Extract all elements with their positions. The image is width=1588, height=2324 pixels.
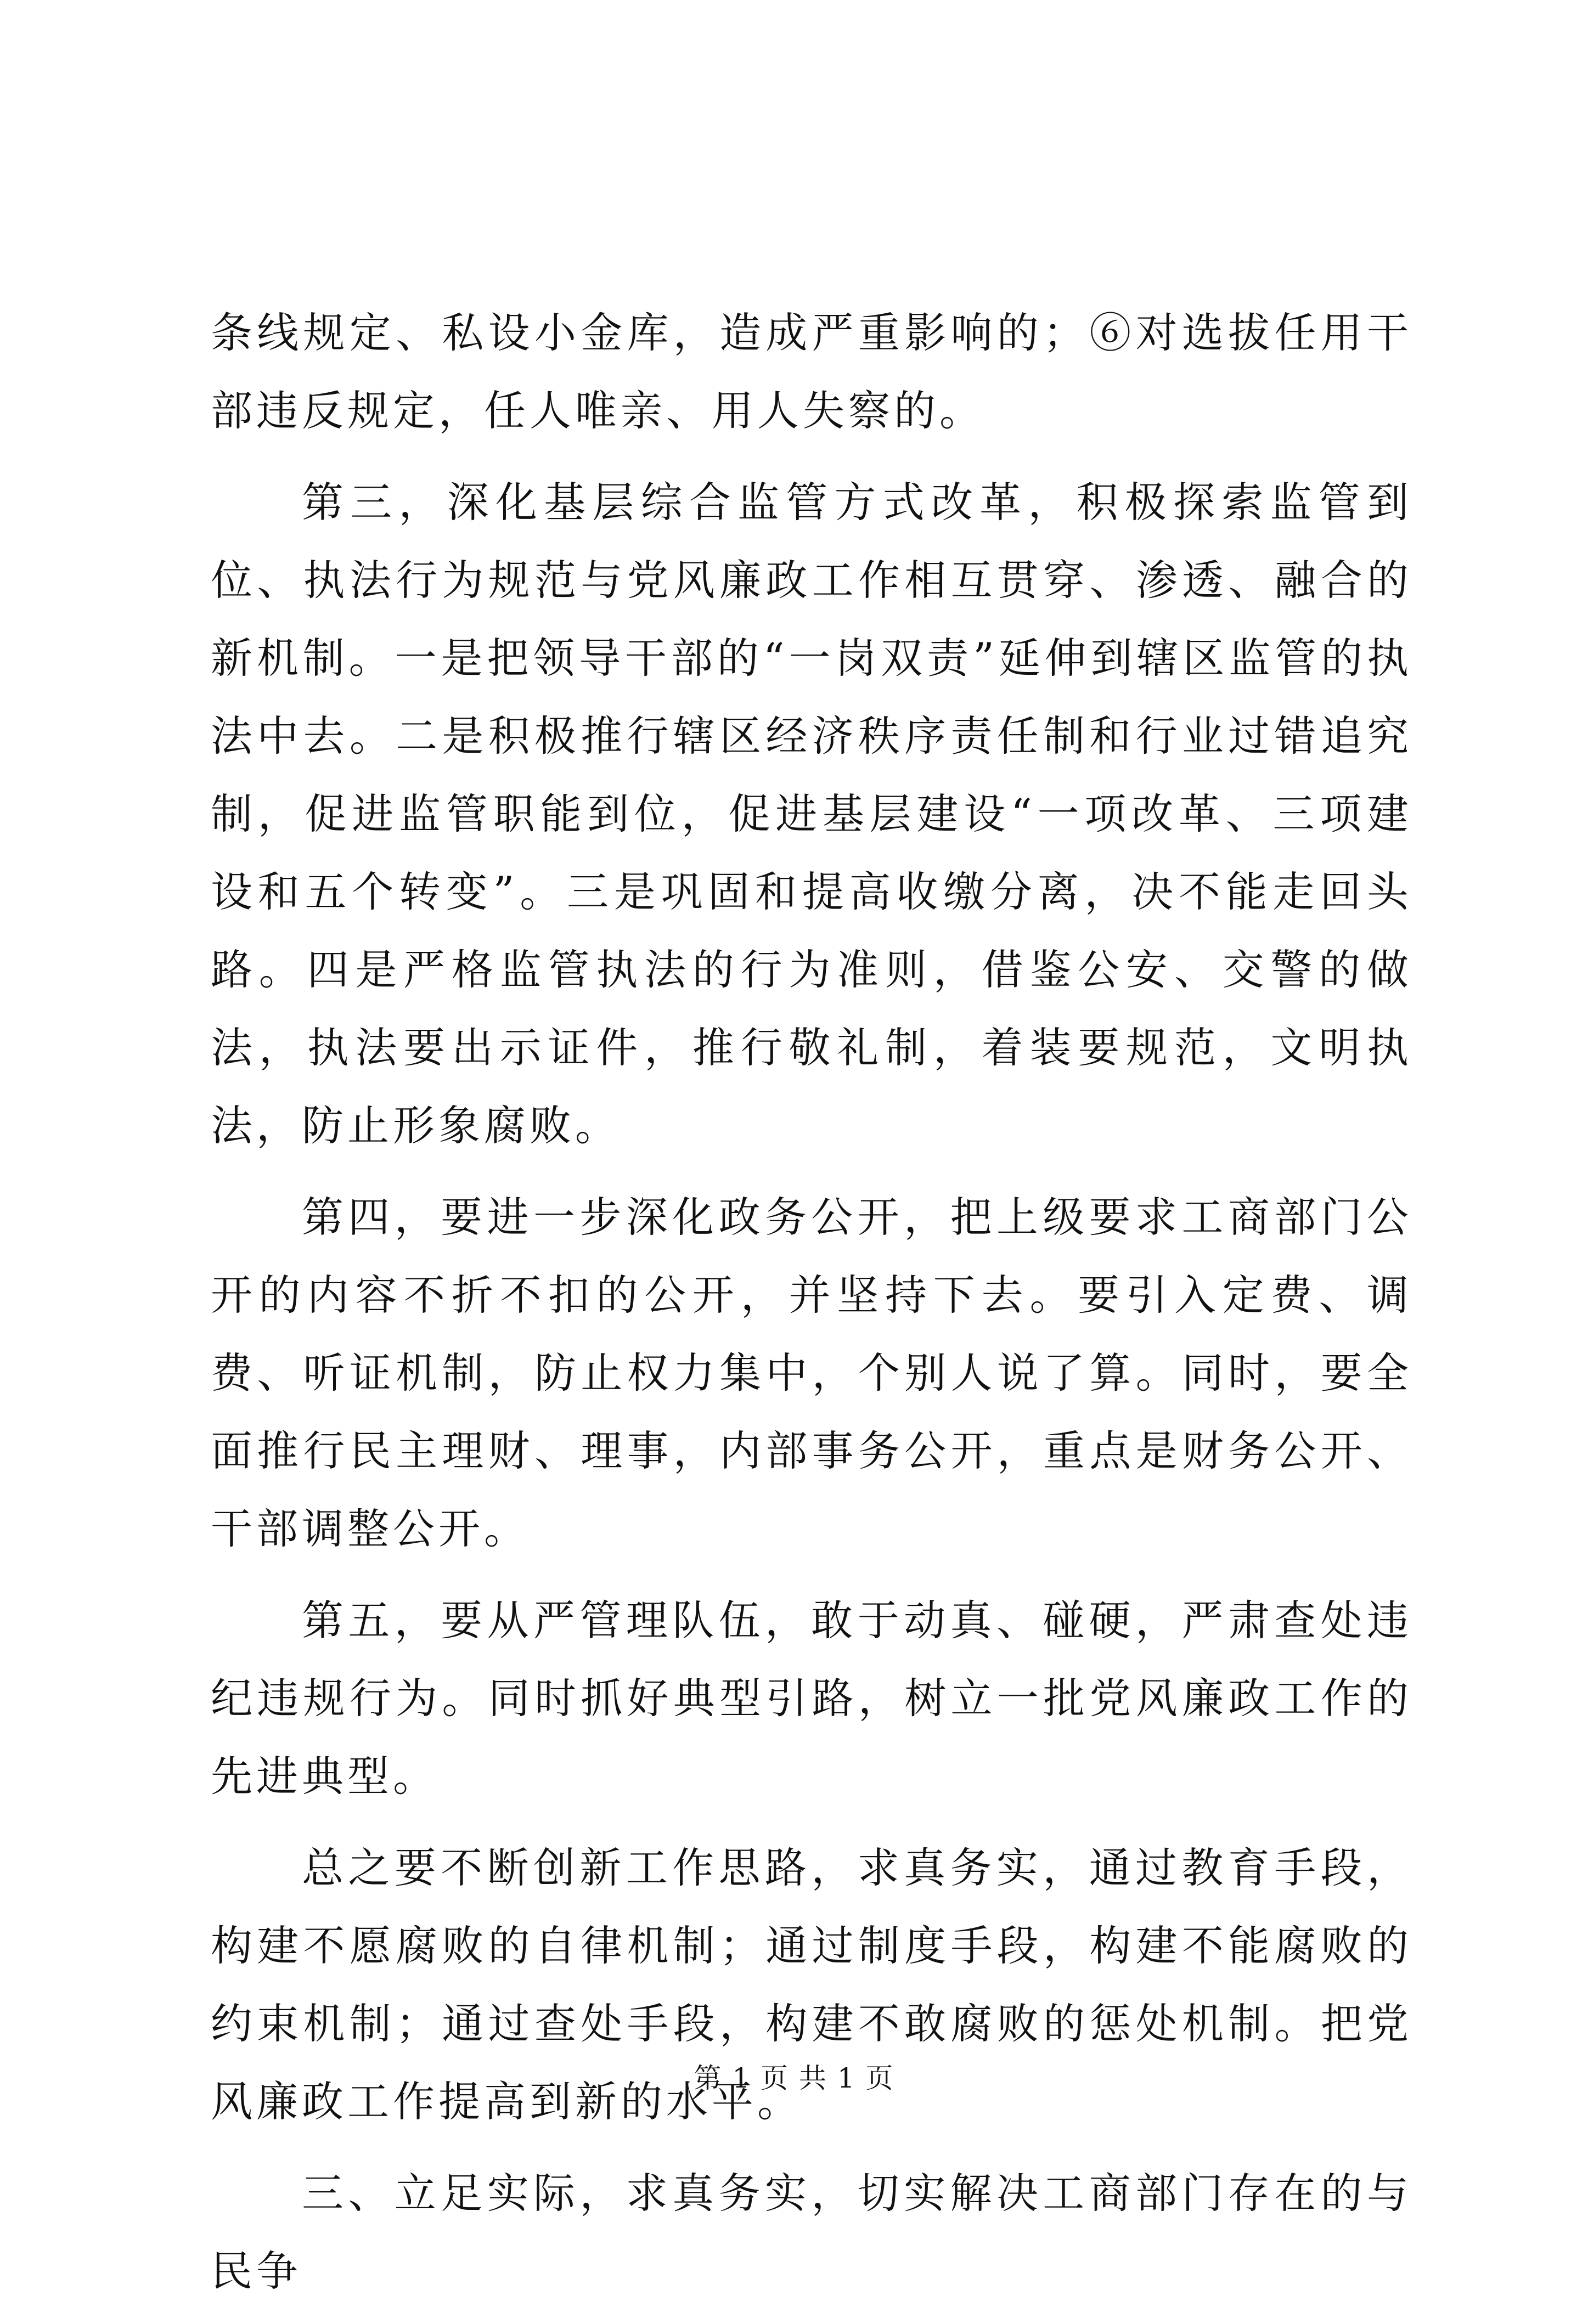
- paragraph-fourth-point: 第四，要进一步深化政务公开，把上级要求工商部门公开的内容不折不扣的公开，并坚持下去。要引入定费、调费、听证机制，防止权力集中，个别人说了算。同时，要全面推行民主理财、理事，内部事务公开，重点是财务公开、干部调整公开。: [211, 1193, 1412, 1553]
- section-heading-three: 三、立足实际，求真务实，切实解决工商部门存在的与民争: [211, 2169, 1412, 2295]
- paragraph-summary: 总之要不断创新工作思路，求真务实，通过教育手段，构建不愿腐败的自律机制；通过制度手段，构建不能腐败的约束机制；通过查处手段，构建不敢腐败的惩处机制。把党风廉政工作提高到新的水平。: [211, 1843, 1412, 2126]
- paragraph-continuation: 条线规定、私设小金库，造成严重影响的；⑥对选拔任用干部违反规定，任人唯亲、用人失察的。: [211, 308, 1412, 435]
- document-body: [211, 294, 1412, 2324]
- paragraph-third-point: 第三，深化基层综合监管方式改革，积极探索监管到位、执法行为规范与党风廉政工作相互贯穿、渗透、融合的新机制。一是把领导干部的“一岗双责”延伸到辖区监管的执法中去。二是积极推行辖区经济秩序责任制和行业过错追究制，促进监管职能到位，促进基层建设“一项改革、三项建设和五个转变”。三是巩固和提高收缴分离，决不能走回头路。四是严格监管执法的行为准则，借鉴公安、交警的做法，执法要出示证件，推行敬礼制，着装要规范，文明执法，防止形象腐败。: [211, 478, 1412, 1150]
- page-number-footer: 第 1 页 共 1 页: [694, 2062, 894, 2094]
- paragraph-fifth-point: 第五，要从严管理队伍，敢于动真、碰硬，严肃查处违纪违规行为。同时抓好典型引路，树立一批党风廉政工作的先进典型。: [211, 1596, 1412, 1801]
